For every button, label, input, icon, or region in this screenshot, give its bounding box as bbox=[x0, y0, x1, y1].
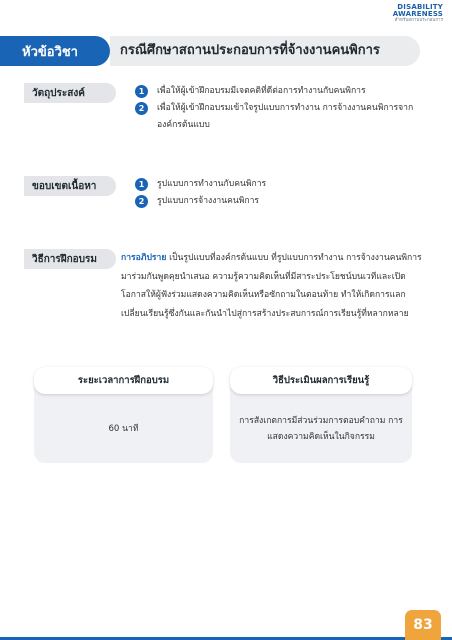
topic-tag: หัวข้อวิชา bbox=[0, 36, 110, 66]
scope-item-1 bbox=[135, 176, 427, 193]
duration-card-title: ระยะเวลาการฝึกอบรม bbox=[34, 367, 213, 394]
topic-bar bbox=[0, 36, 452, 66]
method-label: วิธีการฝึกอบรม bbox=[24, 249, 116, 269]
brand-logo bbox=[393, 4, 443, 24]
number-badge-2: 2 bbox=[135, 102, 148, 115]
objective-text-2: เพื่อให้ผู้เข้าฝึกอบรมเข้าใจรูปแบบการทำงาน การจ้างงานคนพิการจากองค์กรต้นแบบ bbox=[157, 103, 414, 130]
method-description bbox=[121, 249, 427, 323]
evaluation-card-title: วิธีประเมินผลการเรียนรู้ bbox=[230, 367, 412, 394]
number-badge-2: 2 bbox=[135, 195, 148, 208]
objectives-list bbox=[135, 83, 427, 134]
scope-label: ขอบเขตเนื้อหา bbox=[24, 176, 116, 196]
brand-line-2: AWARENESS bbox=[392, 10, 443, 18]
brand-line-1: DISABILITY bbox=[397, 3, 443, 11]
objective-item-2 bbox=[135, 100, 427, 134]
objective-item-1 bbox=[135, 83, 427, 100]
number-badge-1: 1 bbox=[135, 85, 148, 98]
duration-card-value: 60 นาที bbox=[108, 423, 139, 434]
number-badge-1: 1 bbox=[135, 178, 148, 191]
scope-text-1: รูปแบบการทำงานกับคนพิการ bbox=[157, 179, 267, 189]
evaluation-card-value: การสังเกตการมีส่วนร่วมการตอบคำถาม การแสดงความคิดเห็นในกิจกรรม bbox=[239, 415, 403, 442]
brand-tagline: สำหรับสถานประกอบการ bbox=[394, 18, 443, 23]
scope-text-2: รูปแบบการจ้างงานคนพิการ bbox=[157, 196, 260, 206]
scope-list bbox=[135, 176, 427, 210]
duration-card bbox=[34, 367, 213, 463]
objective-text-1: เพื่อให้ผู้เข้าฝึกอบรมมีเจตคติที่ดีต่อการทำงานกับคนพิการ bbox=[157, 86, 366, 96]
topic-title: กรณีศึกษาสถานประกอบการที่จ้างงานคนพิการ bbox=[120, 43, 380, 58]
page-number: 83 bbox=[405, 610, 441, 640]
evaluation-card bbox=[230, 367, 412, 463]
method-body: เป็นรูปแบบที่องค์กรต้นแบบ ที่รูปแบบการทำงาน การจ้างงานคนพิการ มาร่วมกันพูดคุยนำเสนอ ความรู้ความคิดเห็นที่มีสาระประโยชน์บนเวทีและเปิดโอกาสให้ผู้ฟังร่วมแสดงความคิดเห็นหรือซักถามในตอนท้าย ทำให้เกิดการแลกเปลี่ยนเรียนรู้ซึ่งกันและกันนำไปสู่การสร้างประสบการณ์การเรียนรู้ที่หลากหลาย bbox=[121, 253, 422, 319]
objectives-label: วัตถุประสงค์ bbox=[24, 83, 116, 103]
method-highlight: การอภิปราย bbox=[121, 253, 167, 263]
scope-item-2 bbox=[135, 193, 427, 210]
